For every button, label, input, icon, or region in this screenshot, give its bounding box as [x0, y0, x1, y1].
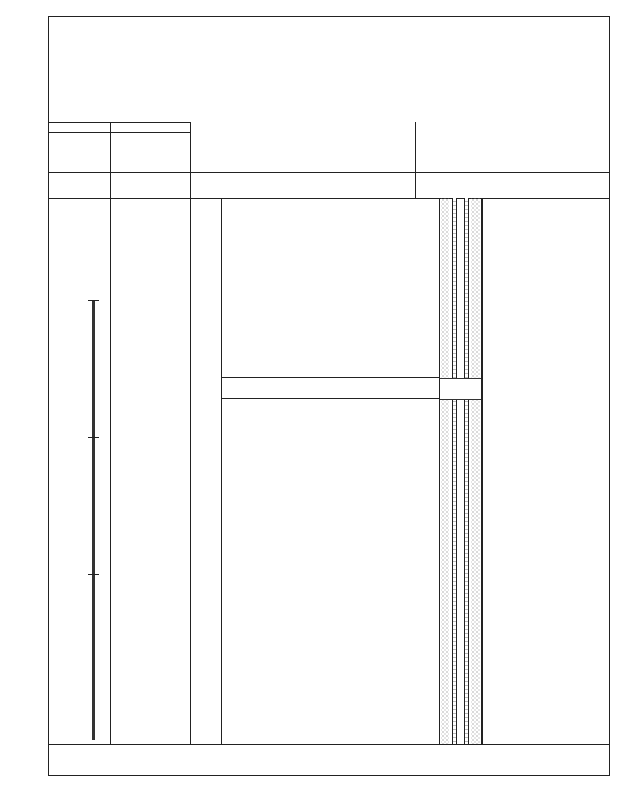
filter-pack	[441, 198, 449, 744]
casing-line	[464, 198, 465, 744]
casing-line	[452, 198, 453, 744]
sample-interval-bar	[92, 300, 95, 740]
peat-layer	[440, 378, 481, 400]
rule	[88, 300, 99, 301]
casing-line	[456, 198, 457, 744]
page-frame	[48, 16, 610, 776]
rule	[88, 574, 99, 575]
borehole-wall	[439, 198, 440, 744]
rule	[110, 122, 111, 744]
casing-line	[468, 198, 469, 744]
layer-boundary	[222, 398, 439, 399]
rule	[48, 132, 190, 133]
filter-pack	[471, 198, 480, 744]
rule	[48, 198, 610, 199]
rule	[48, 172, 610, 173]
rule	[190, 122, 191, 744]
rule	[48, 744, 610, 745]
layer-boundary	[222, 377, 439, 378]
rule	[48, 122, 190, 123]
elevation-axis	[482, 198, 483, 744]
rule	[88, 437, 99, 438]
rule	[415, 122, 416, 198]
depth-axis	[221, 198, 222, 744]
